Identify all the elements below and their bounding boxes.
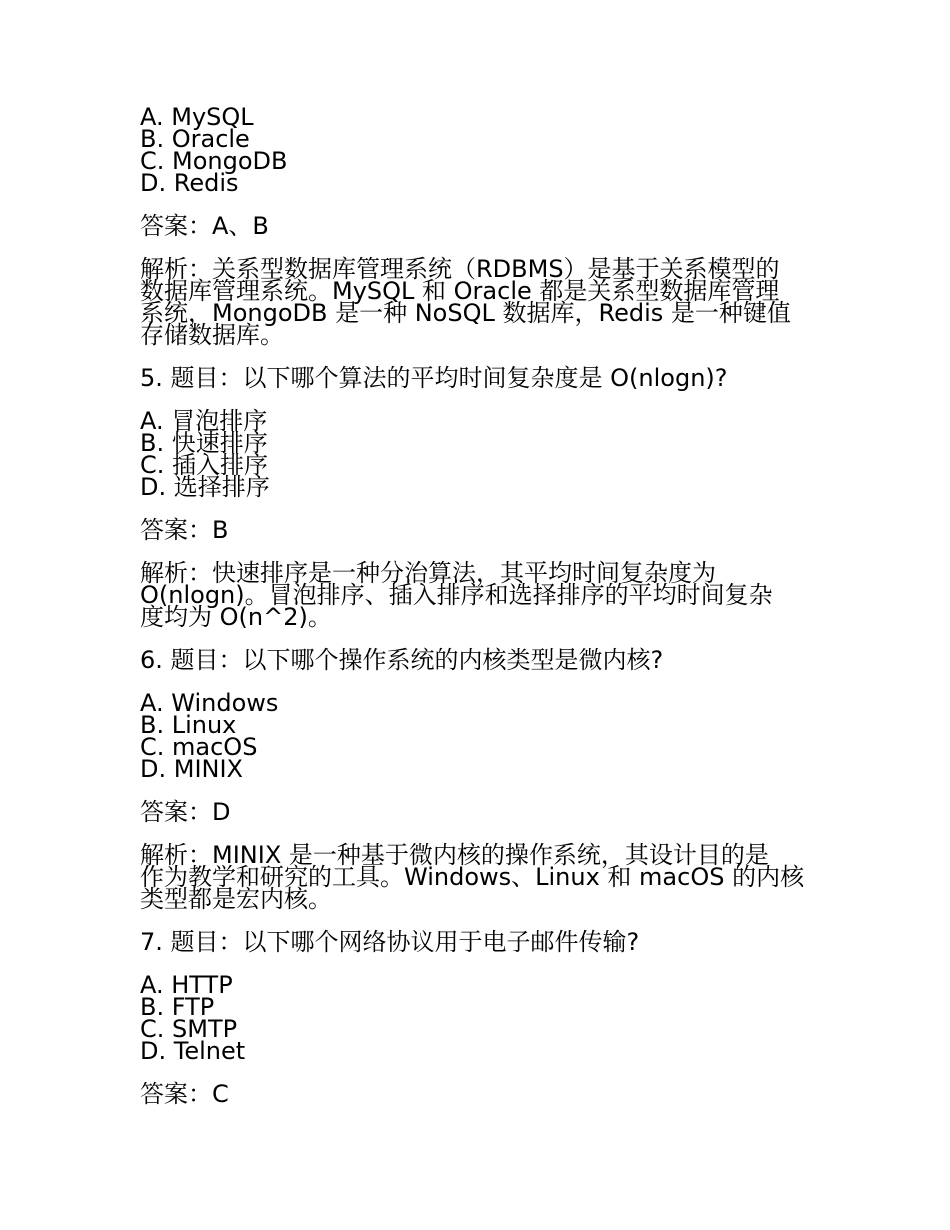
q5-option-a: A. 冒泡排序 — [140, 407, 268, 435]
q4-option-b: B. Oracle — [140, 125, 250, 153]
q5-analysis: 解析：快速排序是一种分治算法，其平均时间复杂度为 O(nlogn)。冒泡排序、插入排序和选择排序的平均时间复杂 度均为 O(n^2)。 — [140, 559, 773, 631]
q7-question: 7. 题目：以下哪个网络协议用于电子邮件传输? — [140, 928, 640, 956]
q7-option-d: D. Telnet — [140, 1037, 246, 1065]
q7-option-a: A. HTTP — [140, 971, 233, 999]
q6-option-c: C. macOS — [140, 733, 258, 761]
q6-option-d: D. MINIX — [140, 755, 243, 783]
q5-question: 5. 题目：以下哪个算法的平均时间复杂度是 O(nlogn)? — [140, 364, 728, 392]
q5-option-b: B. 快速排序 — [140, 429, 268, 457]
q4-option-c: C. MongoDB — [140, 147, 288, 175]
q6-options — [140, 689, 820, 783]
q7-answer: 答案：C — [140, 1080, 229, 1108]
q4-options — [140, 103, 820, 197]
q4-option-a: A. MySQL — [140, 103, 254, 131]
q7-option-b: B. FTP — [140, 993, 215, 1021]
q5-option-d: D. 选择排序 — [140, 473, 270, 501]
q4-analysis: 解析：关系型数据库管理系统（RDBMS）是基于关系模型的 数据库管理系统。MySQL 和 Oracle 都是关系型数据库管理 系统，MongoDB 是一种 NoSQL 数据库，Redis 是一种键值 存储数据库。 — [140, 255, 791, 349]
q4-option-d: D. Redis — [140, 169, 239, 197]
q5-options — [140, 407, 820, 501]
q6-option-a: A. Windows — [140, 689, 279, 717]
q6-answer: 答案：D — [140, 798, 231, 826]
q7-option-c: C. SMTP — [140, 1015, 238, 1043]
q7-options — [140, 971, 820, 1065]
q6-question: 6. 题目：以下哪个操作系统的内核类型是微内核? — [140, 646, 664, 674]
document-page — [140, 103, 820, 1126]
q6-analysis: 解析：MINIX 是一种基于微内核的操作系统，其设计目的是 作为教学和研究的工具。Windows、Linux 和 macOS 的内核 类型都是宏内核。 — [140, 841, 805, 913]
q5-option-c: C. 插入排序 — [140, 451, 269, 479]
q4-answer: 答案：A、B — [140, 212, 269, 240]
q6-option-b: B. Linux — [140, 711, 237, 739]
q5-answer: 答案：B — [140, 516, 229, 544]
